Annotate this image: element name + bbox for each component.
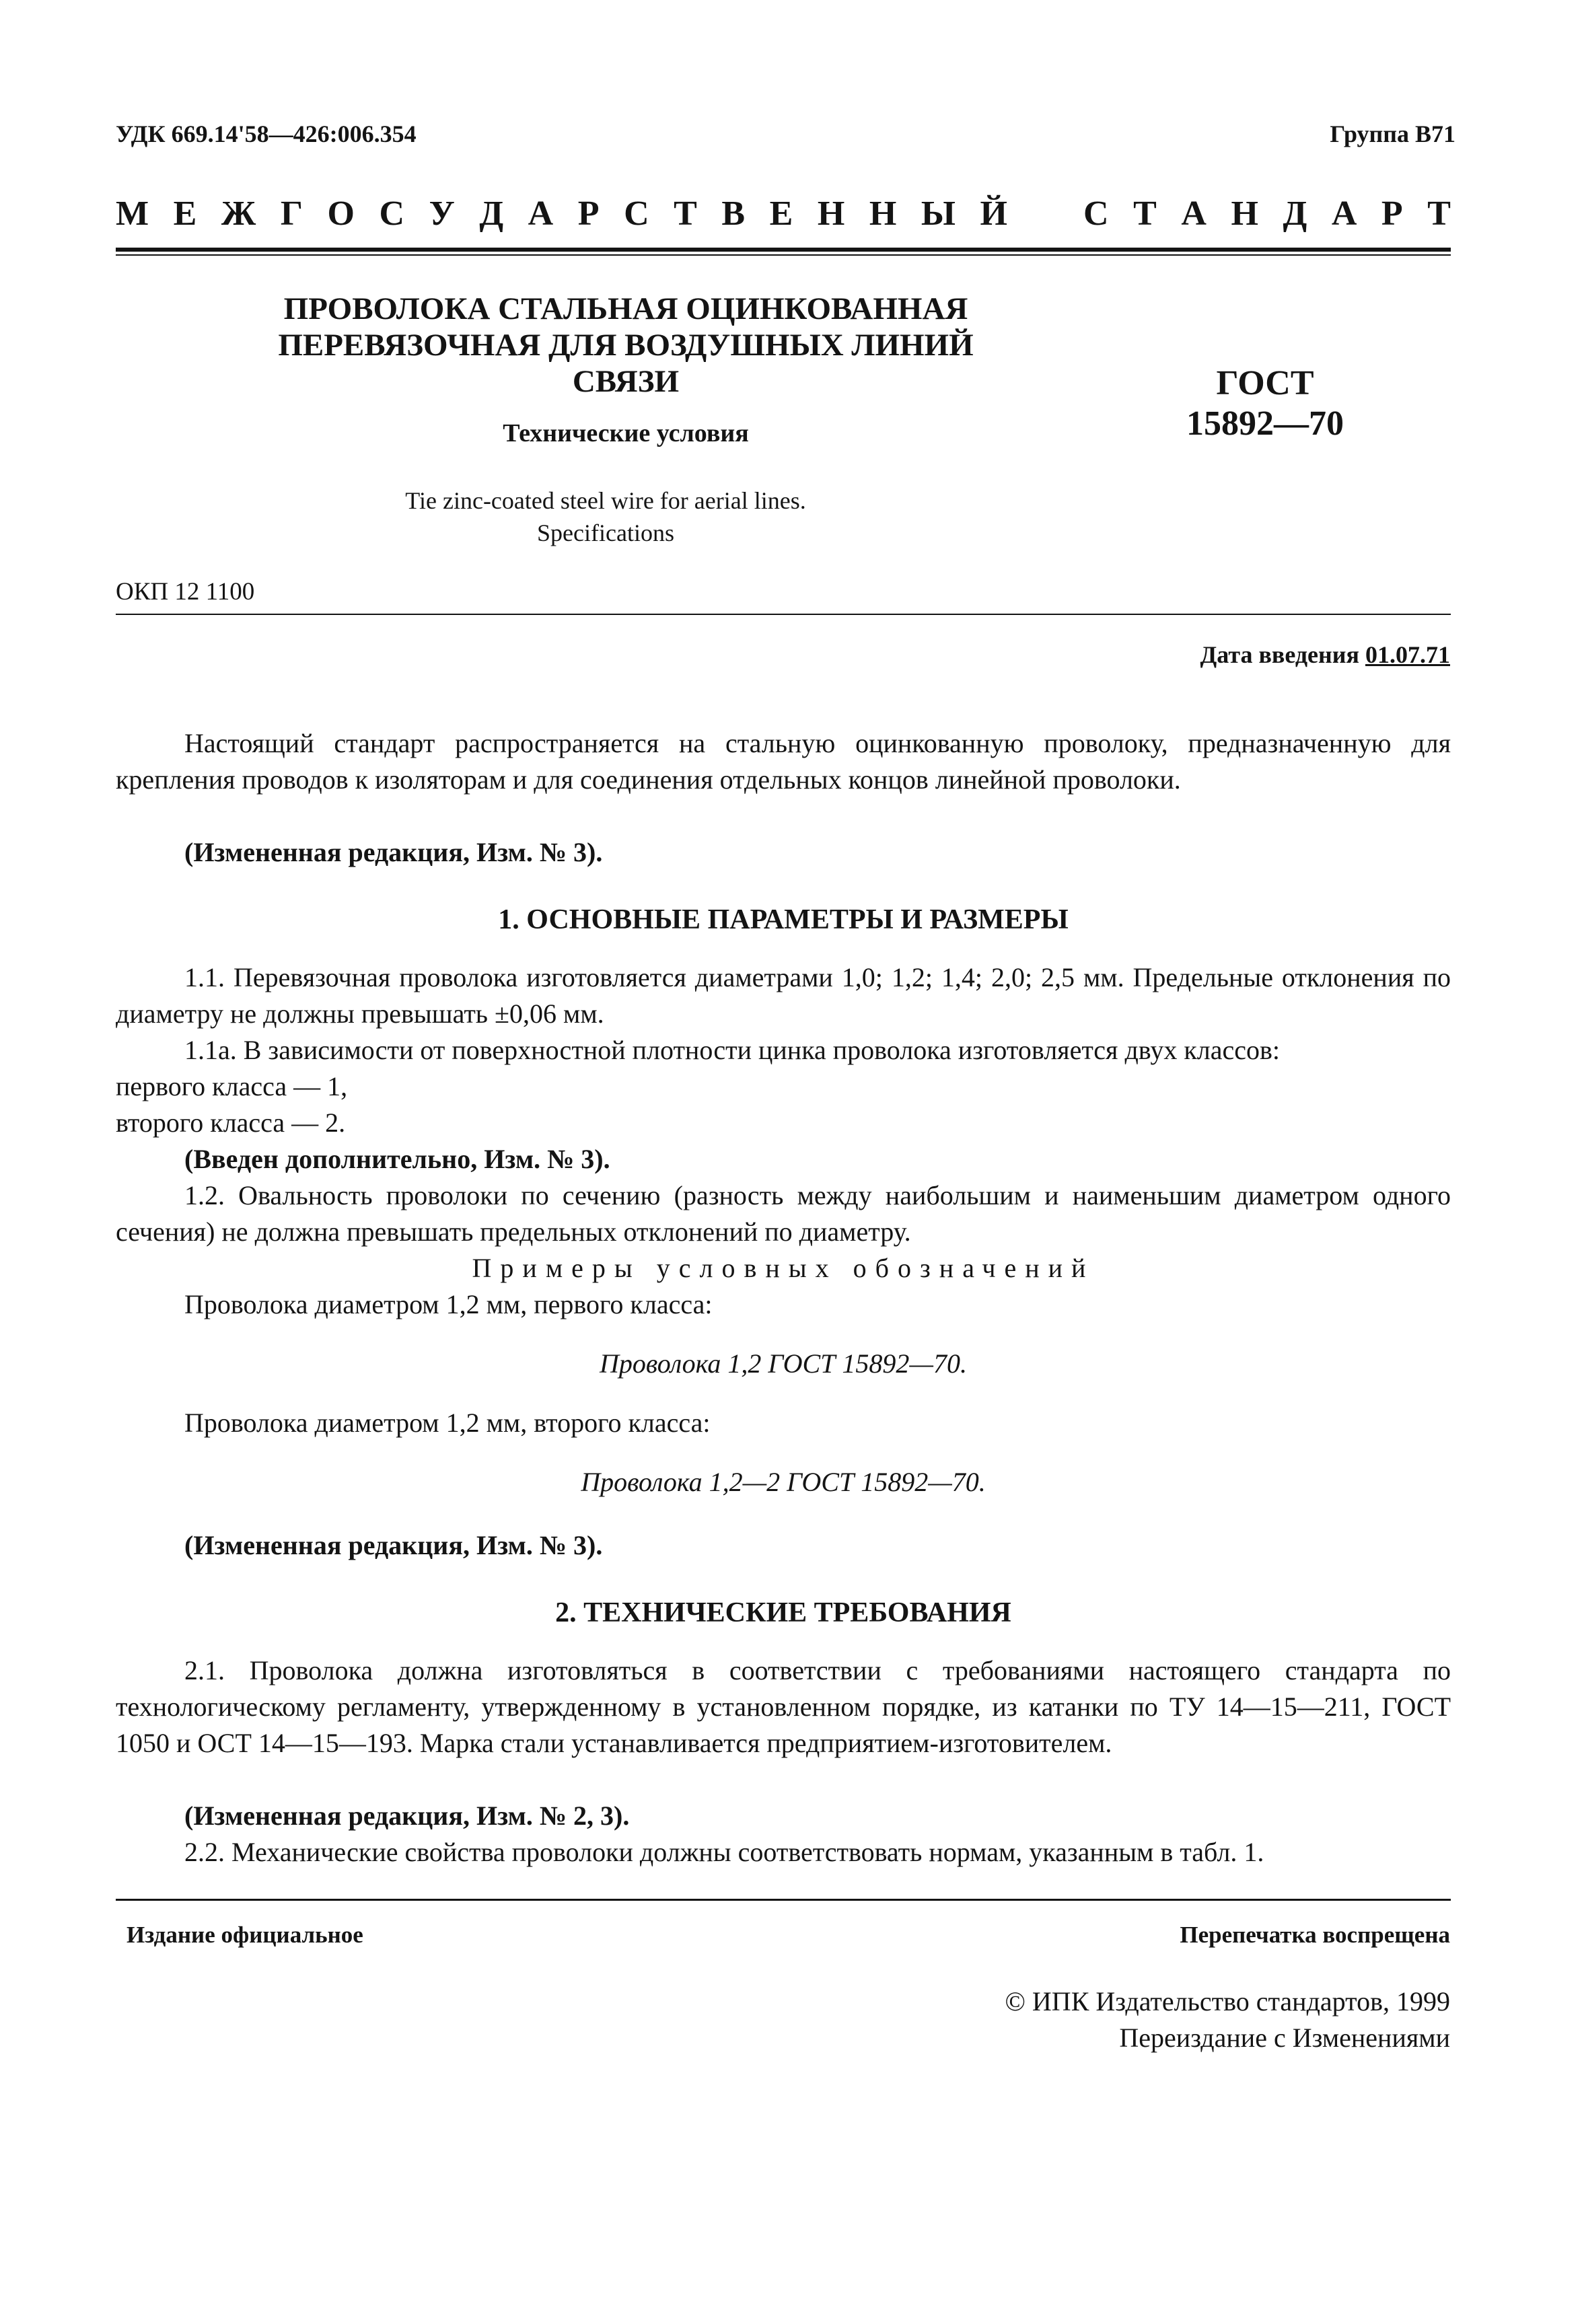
example-1-designation: Проволока 1,2 ГОСТ 15892—70. <box>600 1348 967 1379</box>
standard-banner <box>116 194 1451 233</box>
class-2-line: второго класса — 2. <box>116 1107 346 1138</box>
title-line: СВЯЗИ <box>572 364 680 399</box>
banner-letter: А <box>528 194 554 233</box>
banner-letter: Е <box>173 194 197 233</box>
example-1-text: Проволока диаметром 1,2 мм, первого класса: <box>184 1289 713 1319</box>
class-1-line: первого класса — 1, <box>116 1071 348 1101</box>
group-code: Группа В71 <box>1330 120 1455 147</box>
document-subtitle: Технические условия <box>503 419 749 447</box>
banner-letter: Н <box>817 194 845 233</box>
example-2-designation: Проволока 1,2—2 ГОСТ 15892—70. <box>581 1467 986 1497</box>
banner-letter: М <box>116 194 149 233</box>
banner-letter: Ж <box>221 194 256 233</box>
banner-letter: Т <box>1133 194 1157 233</box>
official-edition: Издание официальное <box>127 1922 363 1948</box>
gost-number: 15892—70 <box>1186 404 1344 443</box>
title-line: ПЕРЕВЯЗОЧНАЯ ДЛЯ ВОЗДУШНЫХ ЛИНИЙ <box>278 328 974 363</box>
date-label: Дата введения <box>1200 641 1359 668</box>
banner-letter: Н <box>869 194 897 233</box>
section2-heading: 2. ТЕХНИЧЕСКИЕ ТРЕБОВАНИЯ <box>555 1597 1011 1628</box>
footer-rule <box>116 1899 1451 1901</box>
english-title <box>310 484 902 549</box>
date-value: 01.07.71 <box>1365 641 1450 668</box>
gost-word: ГОСТ <box>1216 364 1314 402</box>
intro-paragraph: Настоящий стандарт распространяется на стальную оцинкованную проволоку, предназначенную для крепления проводов к изоляторам и для соединения отдельных концов линейной проволоки. <box>116 728 1451 795</box>
added-note: (Введен дополнительно, Изм. № 3). <box>184 1144 610 1174</box>
udk-code: УДК 669.14'58—426:006.354 <box>116 120 417 147</box>
okp-code: ОКП 12 1100 <box>116 578 255 606</box>
intro-amendment-note: (Измененная редакция, Изм. № 3). <box>184 837 603 867</box>
paragraph-2-1: 2.1. Проволока должна изготовляться в соответствии с требованиями настоящего стандарта по технологическому регламенту, утвержденному в установленном порядке, из катанки по ТУ 14—15—211, ГОСТ 1050 и ОСТ 14—15—193. Марка стали устанавливается предприятием-изготовителем. <box>116 1655 1451 1758</box>
section1-heading: 1. ОСНОВНЫЕ ПАРАМЕТРЫ И РАЗМЕРЫ <box>498 904 1069 935</box>
reissue-line: Переиздание с Изменениями <box>1119 2023 1450 2053</box>
banner-letter: С <box>624 194 649 233</box>
examples-heading: Примеры условных обозначений <box>472 1253 1095 1283</box>
banner-letter: С <box>1083 194 1109 233</box>
document-title <box>242 291 1009 400</box>
okp-rule <box>116 614 1451 615</box>
header-rule-thick <box>116 248 1451 252</box>
english-title-line: Specifications <box>537 519 674 546</box>
title-line: ПРОВОЛОКА СТАЛЬНАЯ ОЦИНКОВАННАЯ <box>283 291 968 326</box>
banner-letter: А <box>1331 194 1357 233</box>
banner-letter: Т <box>674 194 697 233</box>
paragraph-1-1: 1.1. Перевязочная проволока изготовляется диаметрами 1,0; 1,2; 1,4; 2,0; 2,5 мм. Предельные отклонения по диаметру не должны превышать ±0,06 мм. <box>116 962 1451 1029</box>
banner-letter: Н <box>1231 194 1258 233</box>
copyright-line: © ИПК Издательство стандартов, 1999 <box>1005 1986 1450 2017</box>
header-rule-thin <box>116 254 1451 256</box>
section1-amendment-note: (Измененная редакция, Изм. № 3). <box>184 1530 603 1560</box>
banner-letter: Р <box>1381 194 1403 233</box>
reprint-prohibited: Перепечатка воспрещена <box>1180 1922 1450 1948</box>
banner-letter: С <box>379 194 405 233</box>
banner-letter: Т <box>1427 194 1451 233</box>
banner-letter: Д <box>1283 194 1307 233</box>
paragraph-1-2: 1.2. Овальность проволоки по сечению (разность между наибольшим и наименьшим диаметром одного сечения) не должна превышать предельных отклонений по диаметру. <box>116 1180 1451 1247</box>
gost-designation <box>1157 363 1373 444</box>
banner-letter: Ы <box>921 194 956 233</box>
banner-letter: О <box>327 194 355 233</box>
banner-letter: Д <box>479 194 504 233</box>
banner-letter: Й <box>980 194 1007 233</box>
banner-letter: Г <box>280 194 303 233</box>
banner-letter: А <box>1181 194 1207 233</box>
paragraph-2-2: 2.2. Механические свойства проволоки должны соответствовать нормам, указанным в табл. 1. <box>184 1837 1264 1867</box>
example-2-text: Проволока диаметром 1,2 мм, второго класса: <box>184 1408 711 1438</box>
banner-letter: В <box>721 194 746 233</box>
introduction-date <box>1200 641 1451 669</box>
english-title-line: Tie zinc-coated steel wire for aerial lines. <box>405 487 806 514</box>
copyright-block <box>1005 1984 1450 2056</box>
paragraph-1-1a: 1.1а. В зависимости от поверхностной плотности цинка проволока изготовляется двух классов: <box>184 1035 1280 1065</box>
banner-letter: Р <box>577 194 600 233</box>
banner-gap <box>1032 194 1058 233</box>
banner-letter: Е <box>769 194 793 233</box>
section2-amendment-note: (Измененная редакция, Изм. № 2, 3). <box>184 1801 630 1831</box>
banner-letter: У <box>429 194 455 233</box>
